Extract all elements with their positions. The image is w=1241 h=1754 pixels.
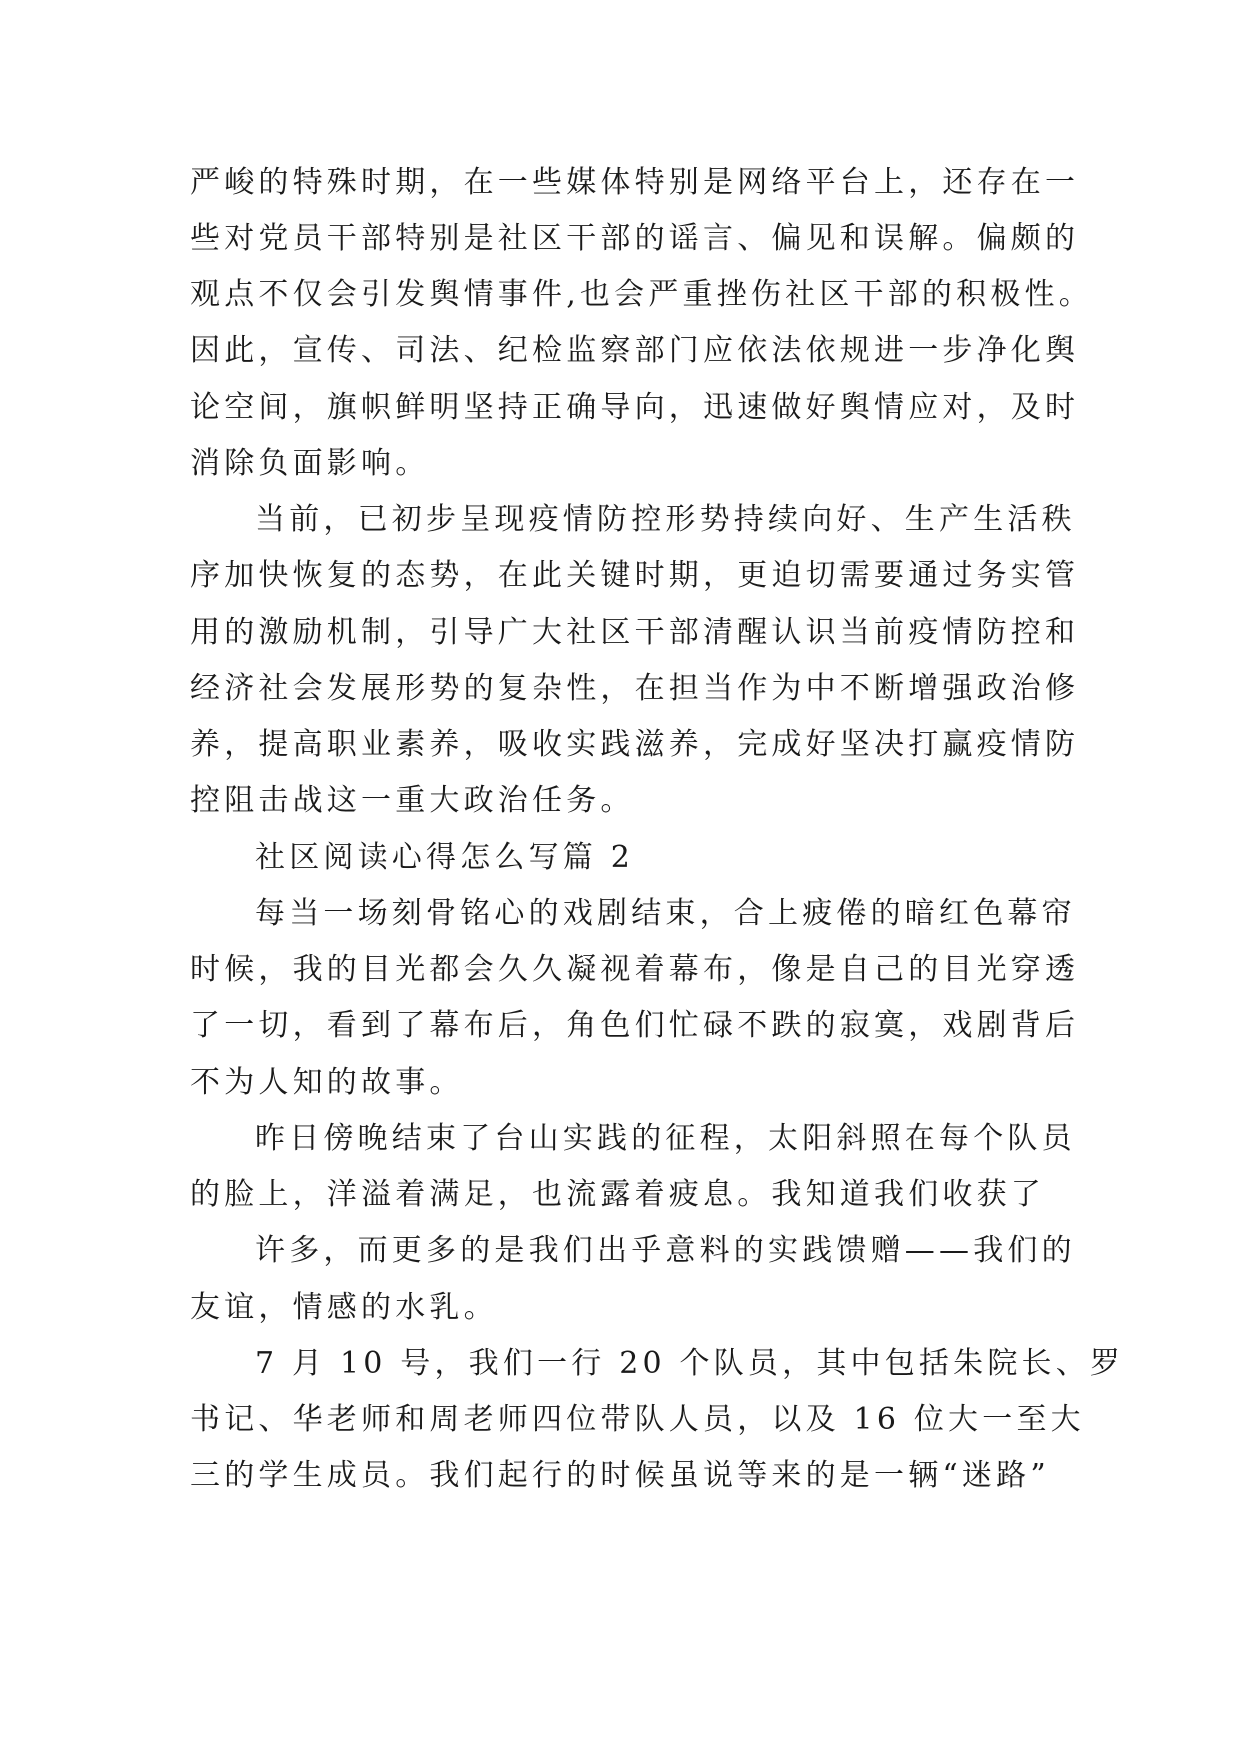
text-line: 7 月 10 号，我们一行 20 个队员，其中包括朱院长、罗 — [255, 1346, 1125, 1381]
text-line: 当前，已初步呈现疫情防控形势持续向好、生产生活秩 — [255, 502, 1076, 537]
text-line: 三的学生成员。我们起行的时候虽说等来的是一辆“迷路” — [190, 1458, 1050, 1493]
text-line: 许多，而更多的是我们出乎意料的实践馈赠——我们的 — [255, 1233, 1076, 1268]
text-line: 时候，我的目光都会久久凝视着幕布，像是自己的目光穿透 — [190, 952, 1080, 987]
text-line: 序加快恢复的态势，在此关键时期，更迫切需要通过务实管 — [190, 558, 1080, 593]
text-line: 养，提高职业素养，吸收实践滋养，完成好坚决打赢疫情防 — [190, 727, 1080, 762]
text-line: 用的激励机制，引导广大社区干部清醒认识当前疫情防控和 — [190, 615, 1080, 650]
section-heading: 社区阅读心得怎么写篇 2 — [255, 840, 635, 875]
text-line: 友谊，情感的水乳。 — [190, 1290, 498, 1325]
text-line: 控阻击战这一重大政治任务。 — [190, 783, 635, 818]
text-line: 了一切，看到了幕布后，角色们忙碌不跌的寂寞，戏剧背后 — [190, 1008, 1080, 1043]
text-line: 不为人知的故事。 — [190, 1065, 464, 1100]
text-line: 经济社会发展形势的复杂性，在担当作为中不断增强政治修 — [190, 671, 1080, 706]
text-line: 些对党员干部特别是社区干部的谣言、偏见和误解。偏颇的 — [190, 221, 1080, 256]
text-line: 每当一场刻骨铭心的戏剧结束，合上疲倦的暗红色幕帘 — [255, 896, 1076, 931]
text-line: 观点不仅会引发舆情事件,也会严重挫伤社区干部的积极性。 — [190, 277, 1093, 312]
text-line: 消除负面影响。 — [190, 446, 430, 481]
text-line: 严峻的特殊时期，在一些媒体特别是网络平台上，还存在一 — [190, 165, 1080, 200]
text-line: 的脸上，洋溢着满足，也流露着疲息。我知道我们收获了 — [190, 1177, 1045, 1212]
text-line: 因此，宣传、司法、纪检监察部门应依法依规进一步净化舆 — [190, 333, 1080, 368]
text-line: 书记、华老师和周老师四位带队人员，以及 16 位大一至大 — [190, 1402, 1085, 1437]
text-line: 论空间，旗帜鲜明坚持正确导向，迅速做好舆情应对，及时 — [190, 390, 1080, 425]
text-line: 昨日傍晚结束了台山实践的征程，太阳斜照在每个队员 — [255, 1121, 1076, 1156]
